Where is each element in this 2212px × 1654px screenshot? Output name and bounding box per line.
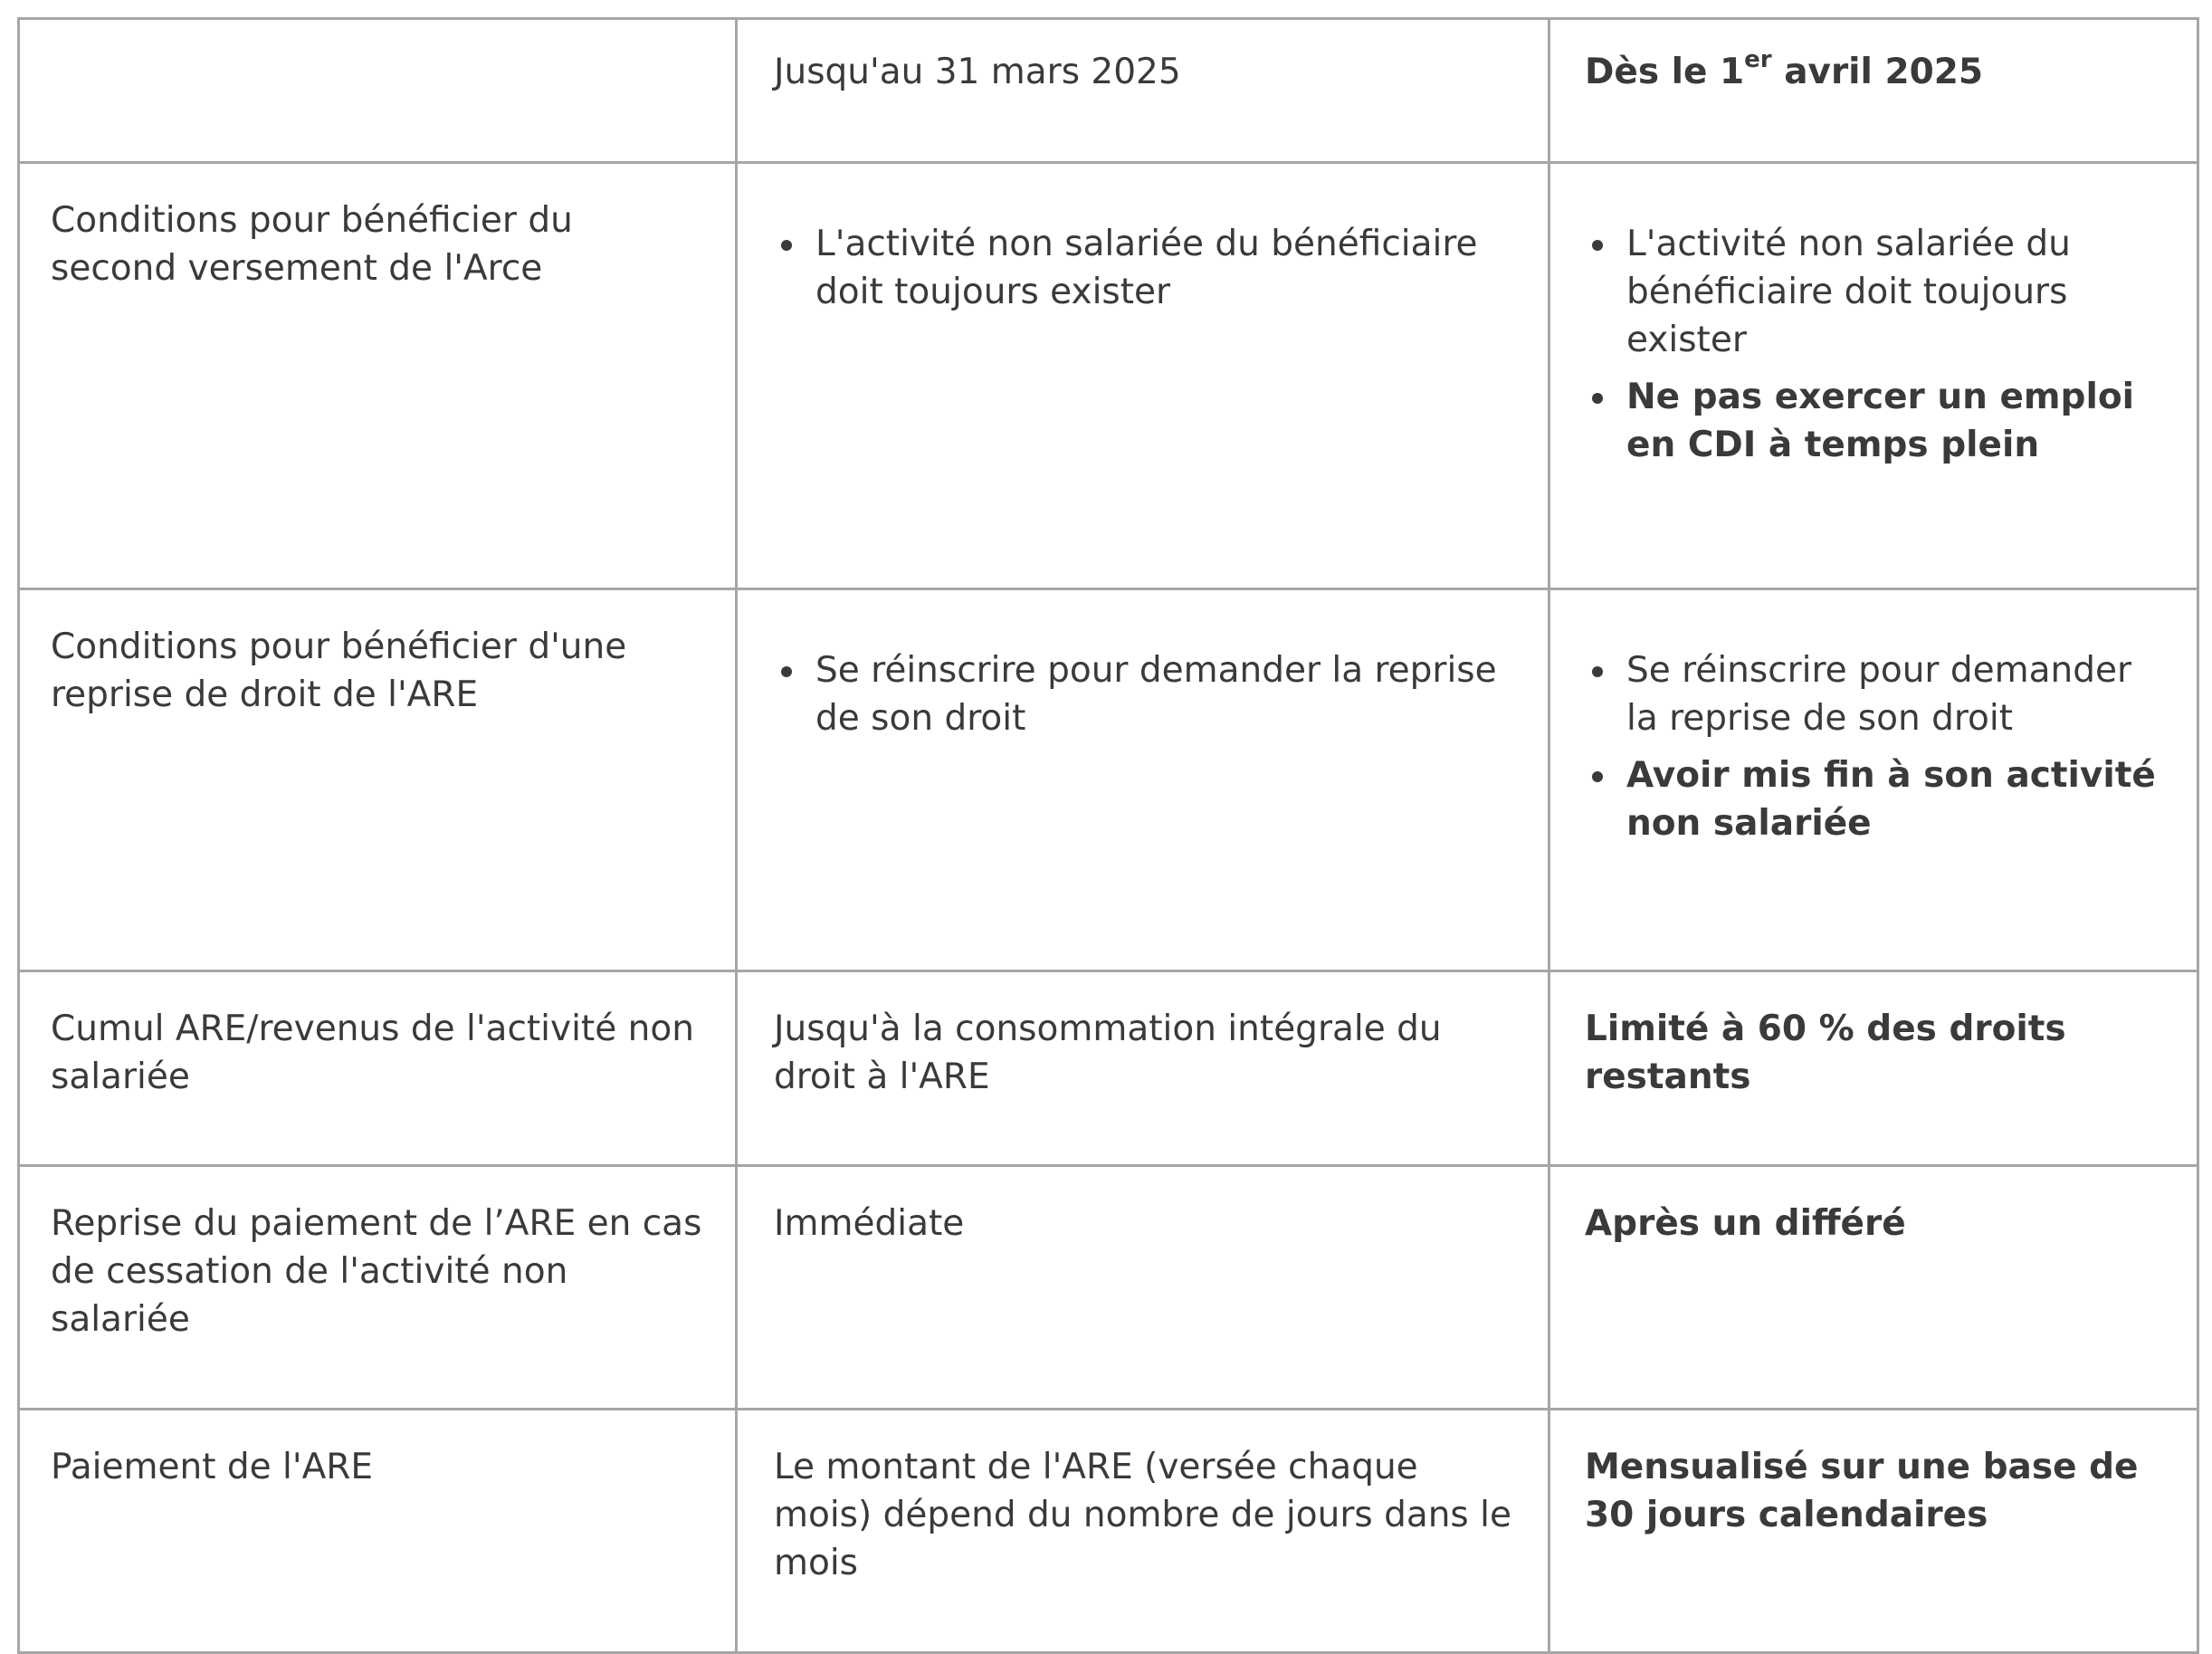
bullet-list bbox=[1585, 646, 2169, 847]
table-row bbox=[19, 1410, 2198, 1653]
list-item: Se réinscrire pour demander la reprise de son droit bbox=[1585, 646, 2169, 742]
row-after-cell bbox=[1549, 589, 2198, 971]
list-item: Se réinscrire pour demander la reprise de son droit bbox=[774, 646, 1521, 742]
row-before-cell: Immédiate bbox=[737, 1166, 1549, 1410]
row-after-cell: Après un différé bbox=[1549, 1166, 2198, 1410]
row-before-cell bbox=[737, 589, 1549, 971]
row-after-cell bbox=[1549, 163, 2198, 589]
table-row bbox=[19, 1166, 2198, 1410]
row-label: Conditions pour bénéficier d'une reprise de droit de l'ARE bbox=[19, 589, 737, 971]
row-label: Reprise du paiement de l’ARE en cas de cessation de l'activité non salariée bbox=[19, 1166, 737, 1410]
list-item: Ne pas exercer un emploi en CDI à temps plein bbox=[1585, 373, 2169, 469]
row-label: Cumul ARE/revenus de l'activité non salariée bbox=[19, 971, 737, 1166]
list-item: Avoir mis fin à son activité non salariée bbox=[1585, 751, 2169, 847]
bullet-list bbox=[774, 220, 1521, 316]
row-label: Paiement de l'ARE bbox=[19, 1410, 737, 1653]
table-row bbox=[19, 589, 2198, 971]
list-item: L'activité non salariée du bénéficiaire doit toujours exister bbox=[774, 220, 1521, 316]
comparison-table bbox=[17, 17, 2199, 1654]
table-header-row bbox=[19, 19, 2198, 163]
row-before-cell: Jusqu'à la consommation intégrale du droit à l'ARE bbox=[737, 971, 1549, 1166]
header-after-date bbox=[1549, 19, 2198, 163]
bullet-list bbox=[1585, 220, 2169, 469]
row-before-cell: Le montant de l'ARE (versée chaque mois) dépend du nombre de jours dans le mois bbox=[737, 1410, 1549, 1653]
header-after-sup: er bbox=[1744, 46, 1772, 73]
row-label: Conditions pour bénéficier du second versement de l'Arce bbox=[19, 163, 737, 589]
table-row bbox=[19, 163, 2198, 589]
header-before-date: Jusqu'au 31 mars 2025 bbox=[737, 19, 1549, 163]
list-item: L'activité non salariée du bénéficiaire doit toujours exister bbox=[1585, 220, 2169, 364]
header-empty-cell bbox=[19, 19, 737, 163]
row-before-cell bbox=[737, 163, 1549, 589]
header-after-suffix: avril 2025 bbox=[1771, 52, 1984, 92]
row-after-cell: Mensualisé sur une base de 30 jours calendaires bbox=[1549, 1410, 2198, 1653]
row-after-cell: Limité à 60 % des droits restants bbox=[1549, 971, 2198, 1166]
header-after-prefix: Dès le 1 bbox=[1585, 52, 1745, 92]
table-row bbox=[19, 971, 2198, 1166]
bullet-list bbox=[774, 646, 1521, 742]
